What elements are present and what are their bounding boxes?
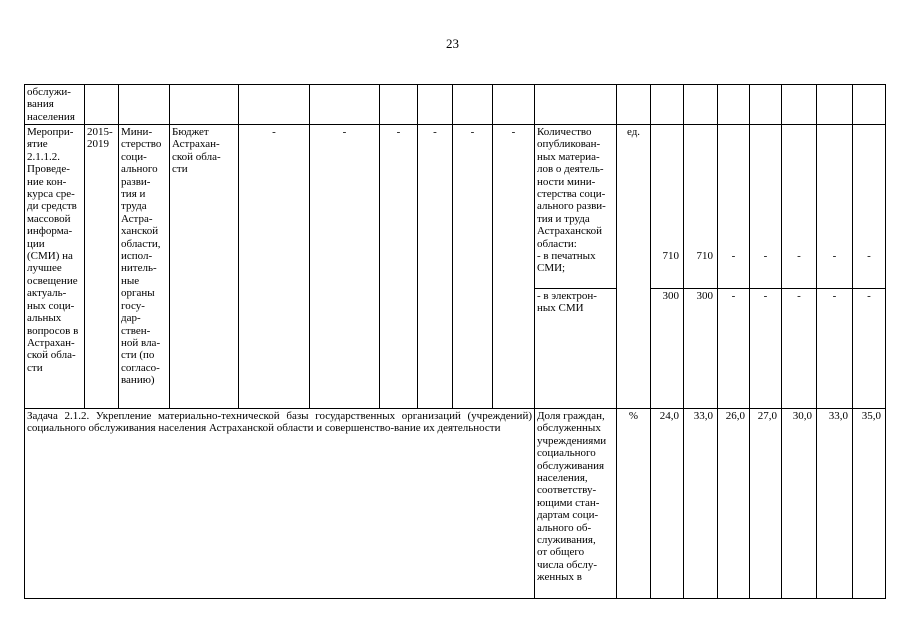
table-row [25, 85, 886, 125]
indicator-value-cell: 710 [684, 125, 718, 289]
indicator-value-cell: 33,0 [684, 409, 718, 599]
indicator-value-cell: - [750, 289, 782, 409]
empty-cell [380, 85, 418, 125]
funding-value-cell: - [493, 125, 535, 409]
years-cell: 2015- 2019 [85, 125, 119, 409]
indicator-value-cell: - [750, 125, 782, 289]
task-cell: Задача 2.1.2. Укрепление материально-технической базы государственных организаций (учреждений) социального обслуживания населения Астраханской области и совершенство-вание их деятельности [25, 409, 535, 599]
funding-value-cell: - [418, 125, 453, 409]
indicator-value-cell: 710 [651, 125, 684, 289]
measure-name-cell: Меропри- ятие 2.1.1.2. Проведе- ние кон- курса сре- ди средств массовой информа- ции (СМИ) на лучшее освещение актуаль- ных соци- альных вопросов в Астрахан- ской обла- сти [25, 125, 85, 409]
indicator-value-cell: - [853, 125, 886, 289]
empty-cell [651, 85, 684, 125]
empty-cell [239, 85, 310, 125]
indicator-value-cell: 30,0 [782, 409, 817, 599]
empty-cell [493, 85, 535, 125]
empty-cell [453, 85, 493, 125]
indicator-value-cell: 26,0 [718, 409, 750, 599]
measure-name-cell: обслужи- вания населения [25, 85, 85, 125]
indicator-value-cell: - [853, 289, 886, 409]
funding-value-cell: - [310, 125, 380, 409]
empty-cell [853, 85, 886, 125]
funding-value-cell: - [453, 125, 493, 409]
empty-cell [85, 85, 119, 125]
executor-cell: Мини- стерство соци- ального разви- тия и труда Астра- ханской области, испол- нитель- ные органы госу- дар- ствен- ной вла- сти (по согласо- ванию) [119, 125, 170, 409]
indicator-value-cell: 35,0 [853, 409, 886, 599]
empty-cell [535, 85, 617, 125]
indicator-value-cell: - [782, 125, 817, 289]
funding-value-cell: - [380, 125, 418, 409]
empty-cell [782, 85, 817, 125]
indicator-value-cell: 27,0 [750, 409, 782, 599]
indicator-value-cell: 33,0 [817, 409, 853, 599]
empty-cell [817, 85, 853, 125]
table-row [25, 125, 886, 289]
indicator-cell: Количество опубликован- ных материа- лов о деятель- ности мини- стерства соци- ального разви- тия и труда Астраханской области: - в печатных СМИ; [535, 125, 617, 289]
funding-source-cell: Бюджет Астрахан- ской обла- сти [170, 125, 239, 409]
empty-cell [418, 85, 453, 125]
indicator-value-cell: 24,0 [651, 409, 684, 599]
empty-cell [170, 85, 239, 125]
indicator-value-cell: - [718, 289, 750, 409]
page-number: 23 [446, 36, 459, 51]
funding-value-cell: - [239, 125, 310, 409]
empty-cell [718, 85, 750, 125]
indicator-value-cell: - [817, 125, 853, 289]
table-row [25, 409, 886, 599]
indicator-value-cell: 300 [651, 289, 684, 409]
empty-cell [310, 85, 380, 125]
program-table [24, 84, 886, 599]
indicator-cell: Доля граждан, обслуженных учреждениями социального обслуживания населения, соответству- ющими стан- дартам соци- ального об- служивания, от общего числа обслу- женных в [535, 409, 617, 599]
empty-cell [119, 85, 170, 125]
empty-cell [617, 85, 651, 125]
indicator-value-cell: - [817, 289, 853, 409]
indicator-value-cell: - [718, 125, 750, 289]
indicator-value-cell: - [782, 289, 817, 409]
empty-cell [684, 85, 718, 125]
unit-cell: ед. [617, 125, 651, 409]
indicator-value-cell: 300 [684, 289, 718, 409]
unit-cell: % [617, 409, 651, 599]
indicator-cell: - в электрон- ных СМИ [535, 289, 617, 409]
empty-cell [750, 85, 782, 125]
